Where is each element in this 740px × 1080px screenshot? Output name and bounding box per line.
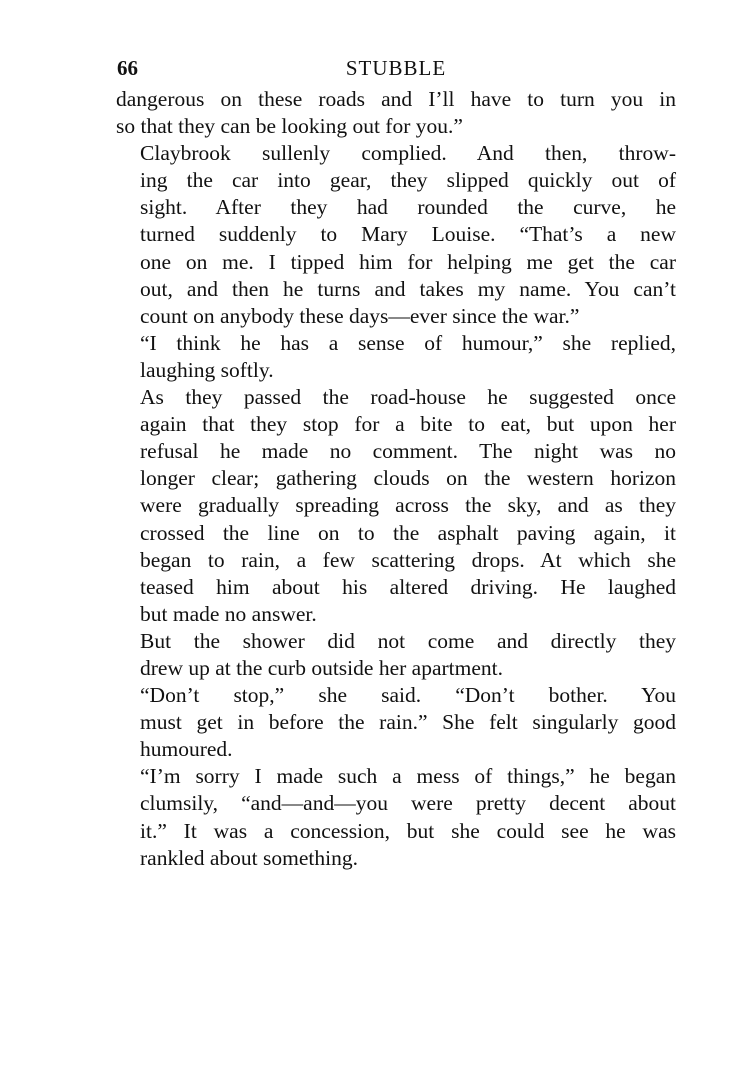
text-line: As they passed the road-house he suggested once — [140, 385, 676, 410]
text-line: were gradually spreading across the sky, and as they — [140, 493, 676, 518]
text-line: again that they stop for a bite to eat, but upon her — [140, 412, 676, 437]
text-line: teased him about his altered driving. He laughed — [140, 574, 676, 599]
book-page — [116, 52, 676, 872]
paragraph — [116, 763, 676, 871]
text-line: began to rain, a few scattering drops. At which she — [140, 547, 676, 572]
paragraph — [116, 682, 676, 763]
text-line: refusal he made no comment. The night was no — [140, 439, 676, 464]
paragraph — [116, 384, 676, 628]
text-line: ing the car into gear, they slipped quickly out of — [140, 168, 676, 193]
text-line: dangerous on these roads and I’ll have to turn you in — [116, 87, 676, 111]
paragraph — [116, 86, 676, 140]
paragraph — [116, 330, 676, 384]
page-number: 66 — [117, 56, 138, 80]
text-line: rankled about something. — [140, 845, 358, 870]
text-line: “I’m sorry I made such a mess of things,” he began — [140, 764, 676, 789]
text-line: longer clear; gathering clouds on the western horizon — [140, 466, 676, 491]
paragraph — [116, 140, 676, 330]
text-line: But the shower did not come and directly they — [140, 628, 676, 653]
text-line: but made no answer. — [140, 601, 317, 626]
text-line: one on me. I tipped him for helping me get the car — [140, 249, 676, 274]
paragraph — [116, 628, 676, 682]
text-line: must get in before the rain.” She felt singularly good — [140, 710, 676, 735]
text-line: laughing softly. — [140, 357, 274, 382]
text-line: Claybrook sullenly complied. And then, throw- — [140, 141, 676, 166]
text-line: turned suddenly to Mary Louise. “That’s a new — [140, 222, 676, 247]
text-line: out, and then he turns and takes my name. You can’t — [140, 276, 676, 301]
text-line: so that they can be looking out for you.” — [116, 114, 463, 139]
text-line: drew up at the curb outside her apartment. — [140, 655, 503, 680]
text-line: crossed the line on to the asphalt paving again, it — [140, 520, 676, 545]
body-text — [116, 86, 676, 872]
text-line: humoured. — [140, 737, 233, 762]
text-line: count on anybody these days—ever since the war.” — [140, 303, 580, 328]
text-line: sight. After they had rounded the curve, he — [140, 195, 676, 220]
text-line: “Don’t stop,” she said. “Don’t bother. You — [140, 683, 676, 708]
text-line: it.” It was a concession, but she could see he was — [140, 818, 676, 843]
running-title: STUBBLE — [345, 56, 447, 80]
page-header — [116, 52, 676, 86]
text-line: clumsily, “and—and—you were pretty decent about — [140, 791, 676, 816]
text-line: “I think he has a sense of humour,” she replied, — [140, 330, 676, 355]
